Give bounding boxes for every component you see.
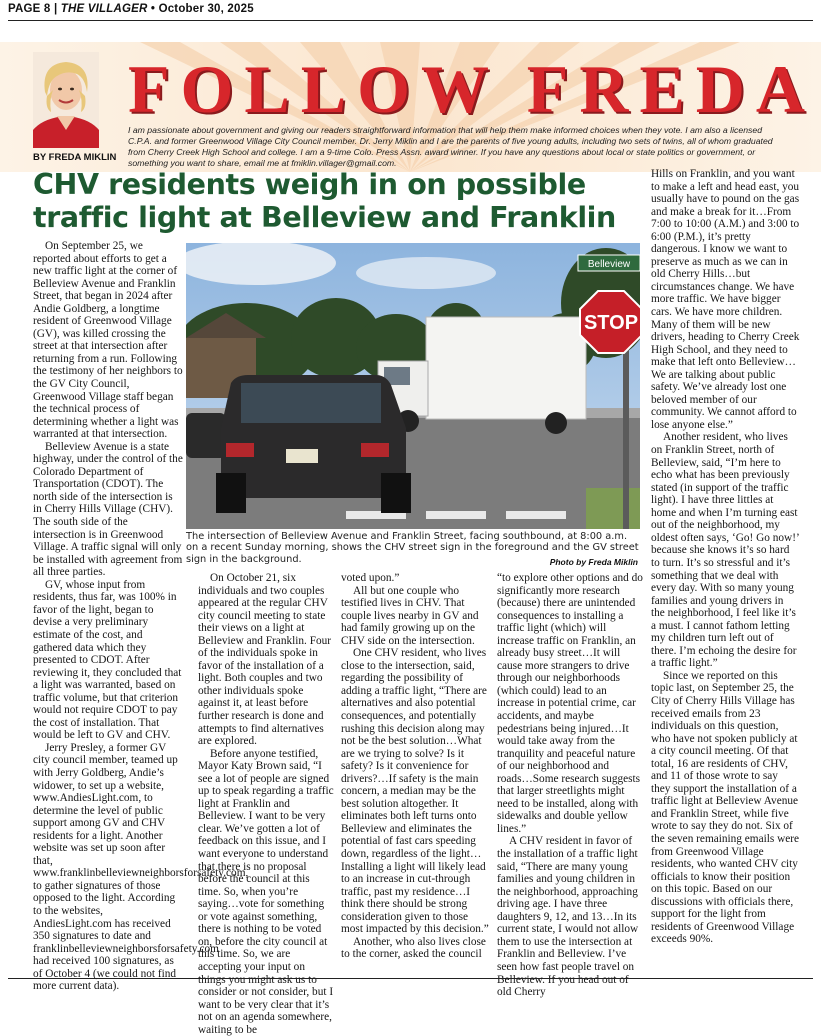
article-column-1 — [33, 240, 249, 993]
article-column-4 — [497, 572, 645, 999]
paragraph: Before anyone testified, Mayor Katy Brown said, “I see a lot of people are signed up to speak regarding a traffic light at Franklin and Belleview. I want to be very clear. We’ve gotten a lot of feedback on this issue, and I want everyone to understand that there is no proposal before the council at this time. So, when you’re saying…vote for something or vote against something, there is nothing to be voted on, before the city council at this time. So, we are accepting your input on things you might ask us to consider or not consider, but I want to be very clear that it’s not on an agenda somewhere, waiting to be — [198, 747, 334, 1036]
intersection-photo — [186, 243, 640, 529]
headline: CHV residents weigh in on possible traffic light at Belleview and Franklin — [33, 168, 616, 234]
paragraph: On October 21, six individuals and two couples appeared at the regular CHV city council meeting to state their views on a light at Belleview and Franklin. Four of the individuals spoke in favor of the installation of a light. Both couples and two other individuals spoke against it, at least before further research is done and attempts to find alternatives are explored. — [198, 572, 332, 748]
paragraph: voted upon.” — [341, 572, 400, 584]
photo-credit: Photo by Freda Miklin — [549, 557, 638, 567]
street-sign-text: Belleview — [587, 259, 631, 270]
header-rule — [8, 20, 813, 21]
issue-date: October 30, 2025 — [158, 3, 254, 15]
stop-sign-text: STOP — [583, 312, 639, 334]
page-number: PAGE 8 — [8, 3, 51, 15]
author-name: FREDA MIKLIN — [48, 152, 117, 163]
photo-caption: The intersection of Belleview Avenue and Franklin Street, facing southbound, at 8:00 a.m. on a recent Sunday morning, shows the CHV street sign in the foreground and the GV street sign in the background. — [186, 531, 639, 565]
paragraph: A CHV resident in favor of the installation of a traffic light said, “There are many young families and young children in the neighborhood, approaching driving age. I have three daughters 9, 12, and 13…In its current state, I would not allow them to use the intersection at Franklin and Belleview. I’ve seen how fast people travel on Belleview. If you head out of old Cherry — [497, 835, 639, 999]
paragraph: On September 25, we reported about efforts to get a new traffic light at the corner of Belleview Avenue and Franklin Street, that began in 2024 after Andie Goldberg, a longtime resident of Greenwood Village (GV), was killed crossing the street at that intersection after returning from a run. Following the testimony of her neighbors to the GV City Council, Greenwood Village staff began the technical process of determining whether a light was warranted at that intersection. — [33, 240, 183, 441]
footer-rule — [8, 978, 813, 979]
paper-name: THE VILLAGER — [60, 3, 148, 15]
paragraph: Hills on Franklin, and you want to make a left and head east, you usually have to pound on the gas and make a break for it…From 7:00 to 10:00 (A.M.) and 3:00 to 6:00 (P.M.), it’s pretty dangerous. I know we want to preserve as much as we can in old Cherry Hills…but circumstances change. We have more traffic. We have bigger cars. We have more children. Many of them will be new drivers, heading to Cherry Creek High School, and they need to make that left onto Belleview…We are talking about public safety. We’ve already lost one beloved member of our community. We cannot afford to lose anyone else.” — [651, 168, 800, 431]
column-title: FOLLOW FREDA — [128, 51, 817, 127]
byline: BY FREDA MIKLIN — [33, 152, 117, 163]
paragraph: Another resident, who lives on Franklin Street, north of Belleview, said, “I’m here to echo what has been previously stated (in support of the traffic light). I have three littles at home and when I’m turning east out of the neighborhood, my oldest often says, ‘Go! Go now!’ because she knows it’s so hard to turn. It’s so stressful and it’s something that we deal with every day. With so many young families and young drivers in the neighborhood, I feel like it’s a must. I cannot fathom letting my children turn left out of there. I’m echoing the desire for a traffic light.” — [651, 431, 799, 670]
paragraph: Belleview Avenue is a state highway, under the control of the Colorado Department of Transportation (CDOT). The north side of the intersection is in Cherry Hills Village (CHV). The south side of the intersection is in Greenwood Village. A traffic signal will only be installed with agreement from all three parties. — [33, 440, 183, 579]
article-column-5 — [651, 168, 800, 946]
paragraph: “to explore other options and do significantly more research (because) there are unintended consequences to installing a traffic light (which) will increase traffic on Franklin, an already busy street…It will cause more strangers to drive through our neighborhoods (which could) lead to an increase in potential crime, car accidents, and maybe pedestrians being injured…It would take away from the tranquility and peaceful nature of our neighborhood and roads…Some research suggests that larger streetlights might need to be installed, along with sidewalks and double yellow lines.” — [497, 572, 643, 835]
paragraph: Jerry Presley, a former GV city council member, teamed up with Jerry Goldberg, Andie’s widower, to set up a website, www.AndiesLight.com, to determine the level of public support among GV and CHV residents for a light. Another website was set up soon after that, www.franklinbelleviewneighborsforsafety.com, to gather signatures of those opposed to the light. According to the websites, AndiesLight.com has received 350 signatures to date and franklinbelleviewneighborsforsafety.com had received 100 signatures, as of October 4 (we could not find more current data). — [33, 741, 249, 993]
paragraph: GV, whose input from residents, thus far, was 100% in favor of the light, began to devise a very preliminary estimate of the cost, and gathered data which they presented to CDOT. After reviewing it, they concluded that a light was warranted, based on traffic volume, but that criterion would not require CDOT to pay the cost of installation. That would be left to GV and CHV. — [33, 578, 182, 742]
page-header: PAGE 8 | THE VILLAGER • October 30, 2025 — [8, 3, 254, 15]
author-headshot — [33, 52, 99, 148]
author-bio: I am passionate about government and giving our readers straightforward information that will help them make informed choices when they vote. I am also a licensed C.P.A. and former Greenwood Village City Council member. Dr. Jerry Miklin and I are the parents of five young adults, including two sets of twins, all of whom graduated from Cherry Creek High School and college. I am a 9-time Colo. Press Assn. award winner. If you have any questions about local or state politics or government, or something you want to share, email me at fmiklin.villager@gmail.com. — [128, 125, 773, 168]
paragraph: All but one couple who testified lives in CHV. That couple lives nearby in GV and had family growing up on the CHV side on the intersection. — [341, 584, 479, 647]
paragraph: One CHV resident, who lives close to the intersection, said, regarding the possibility of adding a traffic light, “There are alternatives and also potential consequences, and potentially rushing this decision along may not be the best solution…What are we trying to solve? Is it safety? Is it convenience for drivers?…If safety is the main concern, a median may be the best solution altogether. It eliminates both left turns onto Belleview and eliminates the potential of fast cars speeding down, regardless of the light…Installing a light will likely lead to an increase in cut-through traffic, past my residence…I think there should be strong consideration given to those most impacted by this decision.” — [341, 647, 489, 936]
paragraph: Another, who also lives close to the corner, asked the council — [341, 935, 486, 961]
article-column-3 — [341, 572, 489, 961]
article-column-2 — [198, 572, 335, 1036]
paragraph: Since we reported on this topic last, on September 25, the City of Cherry Hills Village has received emails from 23 individuals on this question, who have not spoken publicly at a city council meeting. Of that total, 16 are residents of CHV, and 11 of those wrote to say they support the installation of a traffic light at Belleview Avenue and Franklin Street, while five wrote to say they do not. Six of the seven remaining emails were from Greenwood Village residents, who wanted CHV city officials to know their position on this topic. Based on our discussions with officials there, support for the light from residents of Greenwood Village exceeds 90%. — [651, 669, 800, 946]
